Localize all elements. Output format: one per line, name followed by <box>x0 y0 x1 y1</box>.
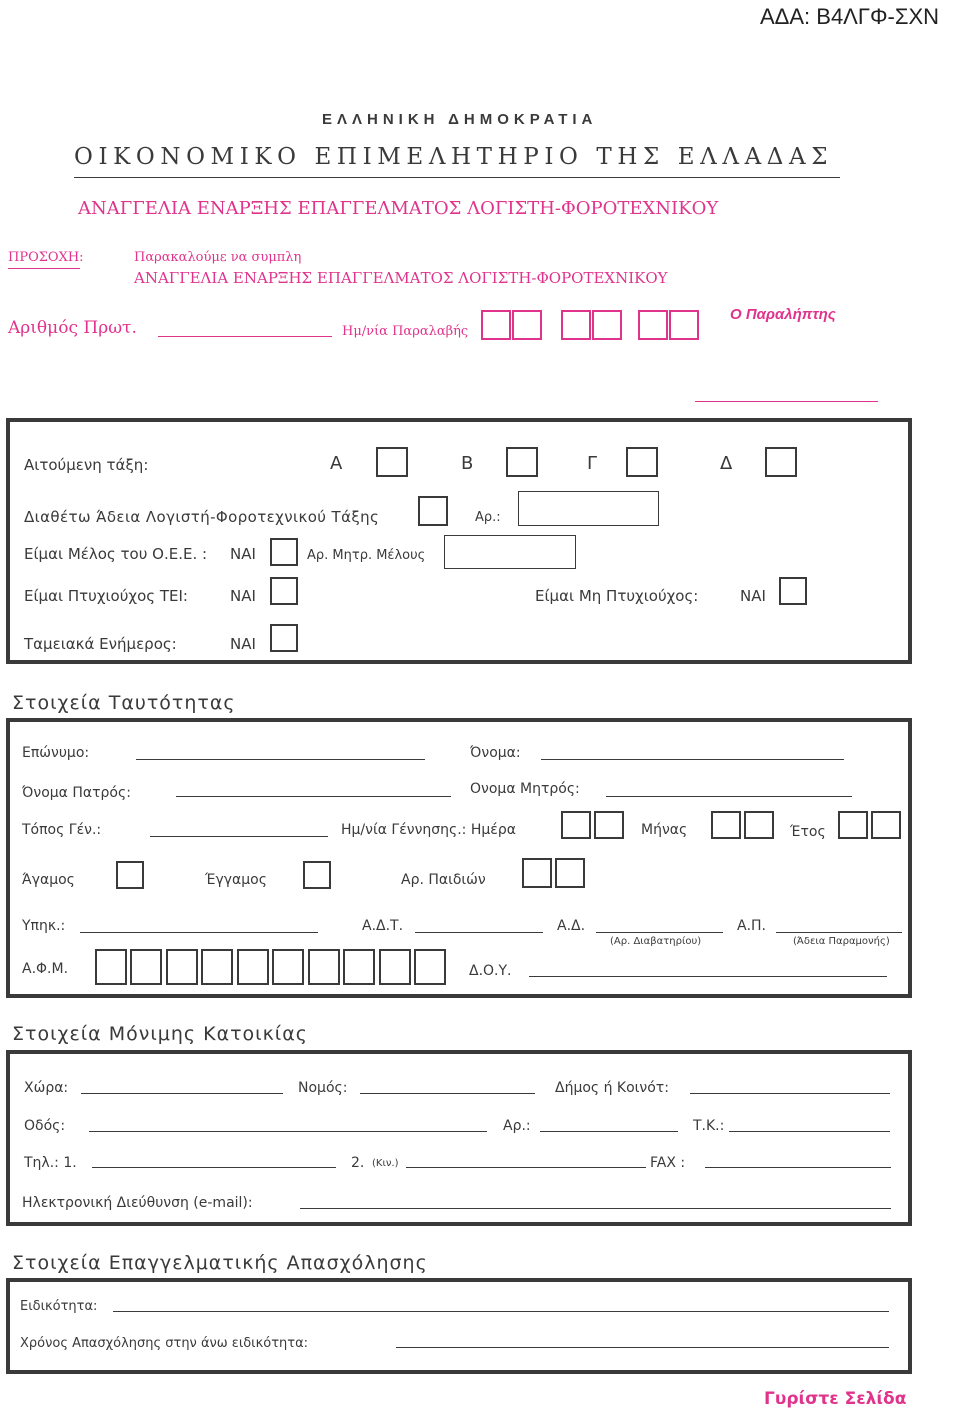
tei-label: Είμαι Πτυχιούχος ΤΕΙ: <box>24 587 188 605</box>
protocol-label: Αριθμός Πρωτ. <box>8 318 137 338</box>
married-label: Έγγαμος <box>205 872 267 888</box>
prefecture-label: Νομός: <box>298 1080 348 1096</box>
afm-box-10[interactable] <box>414 949 446 985</box>
protocol-field[interactable] <box>158 336 332 337</box>
children-box-2[interactable] <box>555 858 585 888</box>
afm-box-3[interactable] <box>166 949 198 985</box>
class-d-label: Δ <box>720 453 733 474</box>
fax-label: FAX : <box>650 1155 686 1171</box>
form-title: ΑΝΑΓΓΕΛΙΑ ΕΝΑΡΞΗΣ ΕΠΑΓΓΕΛΜΑΤΟΣ ΛΟΓΙΣΤΗ-ΦΟΡΟΤΕΧΝΙΚΟΥ <box>78 198 719 219</box>
class-a-checkbox[interactable] <box>376 447 408 477</box>
name-field[interactable] <box>541 759 844 760</box>
receipt-month-box-2[interactable] <box>592 310 622 340</box>
receipt-year-box-2[interactable] <box>669 310 699 340</box>
fax-field[interactable] <box>705 1167 891 1168</box>
birth-year-box-2[interactable] <box>871 811 901 839</box>
birthplace-label: Τόπος Γέν.: <box>22 822 102 838</box>
ap-note: (Άδεια Παραμονής) <box>793 936 890 947</box>
notice-line-2: ΑΝΑΓΓΕΛΙΑ ΕΝΑΡΞΗΣ ΕΠΑΓΓΕΛΜΑΤΟΣ ΛΟΓΙΣΤΗ-ΦΟΡΟΤΕΧΝΙΚΟΥ <box>134 269 668 287</box>
class-d-checkbox[interactable] <box>765 447 797 477</box>
tei-yes-label: ΝΑΙ <box>230 587 256 605</box>
years-label: Χρόνος Απασχόλησης στην άνω ειδικότητα: <box>20 1336 309 1351</box>
council-underline <box>74 177 840 178</box>
notice-line-1: Παρακαλούμε να συμπλη <box>134 250 302 265</box>
street-number-field[interactable] <box>540 1131 678 1132</box>
birth-month-label: Μήνας <box>641 822 688 838</box>
single-label: Άγαμος <box>22 872 75 888</box>
receipt-month-box-1[interactable] <box>561 310 591 340</box>
notice-underline <box>8 268 80 269</box>
birth-day-box-2[interactable] <box>594 811 624 839</box>
afm-box-1[interactable] <box>95 949 127 985</box>
ad-label: Α.Δ. <box>557 918 586 934</box>
birth-year-label: Έτος <box>790 824 826 840</box>
class-c-checkbox[interactable] <box>626 447 658 477</box>
phone-2-field[interactable] <box>406 1167 646 1168</box>
up-to-date-label: Ταμειακά Ενήμερος: <box>24 635 177 653</box>
member-reg-label: Αρ. Μητρ. Μέλους <box>307 548 426 563</box>
adt-field[interactable] <box>415 932 543 933</box>
country-field[interactable] <box>81 1093 283 1094</box>
postal-code-field[interactable] <box>729 1131 890 1132</box>
citizenship-field[interactable] <box>80 932 318 933</box>
class-a-label: Α <box>330 453 343 474</box>
municipality-field[interactable] <box>690 1093 890 1094</box>
class-b-checkbox[interactable] <box>506 447 538 477</box>
license-number-field[interactable] <box>518 491 659 526</box>
receipt-date-label: Ημ/νία Παραλαβής <box>342 324 469 339</box>
married-checkbox[interactable] <box>303 861 331 889</box>
afm-box-9[interactable] <box>379 949 411 985</box>
tei-yes-checkbox[interactable] <box>270 577 298 605</box>
ap-label: Α.Π. <box>737 918 767 934</box>
requested-class-label: Αιτούμενη τάξη: <box>24 456 149 474</box>
afm-label: Α.Φ.Μ. <box>22 961 69 977</box>
recipient-label: Ο Παραλήπτης <box>730 306 836 323</box>
identity-section-title: Στοιχεία Ταυτότητας <box>12 692 236 714</box>
mother-name-label: Ονομα Μητρός: <box>470 781 580 797</box>
recipient-signature-line[interactable] <box>695 401 878 402</box>
email-field[interactable] <box>300 1208 891 1209</box>
notice-label: ΠΡΟΣΟΧΗ: <box>8 250 84 265</box>
father-name-field[interactable] <box>176 796 451 797</box>
postal-code-label: Τ.Κ.: <box>693 1118 725 1134</box>
birthdate-label: Ημ/νία Γέννησης.: Ημέρα <box>341 822 516 838</box>
children-label: Αρ. Παιδιών <box>401 872 486 888</box>
residence-section-title: Στοιχεία Μόνιμης Κατοικίας <box>12 1023 308 1045</box>
country-label: Χώρα: <box>24 1080 69 1096</box>
street-label: Οδός: <box>24 1118 66 1134</box>
birth-day-box-1[interactable] <box>561 811 591 839</box>
republic-heading: ΕΛΛΗΝΙΚΗ ΔΗΜΟΚΡΑΤΙΑ <box>322 111 598 128</box>
doy-field[interactable] <box>529 976 887 977</box>
non-grad-yes-label: ΝΑΙ <box>740 587 766 605</box>
citizenship-label: Υπηκ.: <box>22 918 66 934</box>
class-c-label: Γ <box>587 453 598 474</box>
email-label: Ηλεκτρονική Διεύθυνση (e-mail): <box>22 1195 253 1211</box>
birth-month-box-2[interactable] <box>744 811 774 839</box>
father-name-label: Όνομα Πατρός: <box>22 785 131 801</box>
birth-month-box-1[interactable] <box>711 811 741 839</box>
birthplace-field[interactable] <box>150 836 328 837</box>
single-checkbox[interactable] <box>116 861 144 889</box>
license-checkbox[interactable] <box>418 496 448 526</box>
surname-field[interactable] <box>136 759 425 760</box>
professional-section-title: Στοιχεία Επαγγελματικής Απασχόλησης <box>12 1252 428 1274</box>
prefecture-field[interactable] <box>360 1093 535 1094</box>
receipt-day-box-2[interactable] <box>512 310 542 340</box>
afm-box-5[interactable] <box>237 949 269 985</box>
mobile-note: (Κιν.) <box>372 1158 399 1169</box>
member-yes-checkbox[interactable] <box>270 538 298 566</box>
municipality-label: Δήμος ή Κοινότ: <box>555 1080 669 1096</box>
afm-box-8[interactable] <box>343 949 375 985</box>
ad-field[interactable] <box>596 932 723 933</box>
non-grad-label: Είμαι Μη Πτυχιούχος: <box>535 587 699 605</box>
name-label: Όνομα: <box>470 745 521 761</box>
surname-label: Επώνυμο: <box>22 745 90 761</box>
council-heading: ΟΙΚΟΝΟΜΙΚΟ ΕΠΙΜΕΛΗΤΗΡΙΟ ΤΗΣ ΕΛΛΑΔΑΣ <box>74 144 834 170</box>
member-label: Είμαι Μέλος του Ο.Ε.Ε. : <box>24 545 208 563</box>
member-reg-field[interactable] <box>444 535 576 569</box>
ad-note: (Αρ. Διαβατηρίου) <box>610 936 702 947</box>
professional-panel <box>6 1278 912 1374</box>
up-to-date-yes-label: ΝΑΙ <box>230 635 256 653</box>
turn-page-note: Γυρίστε Σελίδα <box>764 1389 907 1409</box>
receipt-day-box-1[interactable] <box>481 310 511 340</box>
receipt-year-box-1[interactable] <box>638 310 668 340</box>
license-number-label: Αρ.: <box>475 510 501 525</box>
non-grad-yes-checkbox[interactable] <box>779 577 807 605</box>
street-number-label: Αρ.: <box>503 1118 531 1134</box>
years-field[interactable] <box>396 1347 889 1348</box>
afm-box-4[interactable] <box>201 949 233 985</box>
specialty-label: Ειδικότητα: <box>20 1299 98 1314</box>
up-to-date-yes-checkbox[interactable] <box>270 624 298 652</box>
afm-box-7[interactable] <box>308 949 340 985</box>
specialty-field[interactable] <box>113 1311 889 1312</box>
ap-field[interactable] <box>776 932 902 933</box>
afm-box-2[interactable] <box>130 949 162 985</box>
mother-name-field[interactable] <box>606 796 852 797</box>
member-yes-label: ΝΑΙ <box>230 545 256 563</box>
phone-1-label: Τηλ.: 1. <box>24 1155 77 1171</box>
ada-code: ΑΔΑ: Β4ΛΓΦ-ΣΧΝ <box>760 4 940 29</box>
license-label: Διαθέτω Άδεια Λογιστή-Φοροτεχνικού Τάξης <box>24 508 380 526</box>
adt-label: Α.Δ.Τ. <box>362 918 404 934</box>
phone-2-label: 2. <box>351 1155 365 1171</box>
afm-box-6[interactable] <box>272 949 304 985</box>
street-field[interactable] <box>89 1131 487 1132</box>
birth-year-box-1[interactable] <box>838 811 868 839</box>
children-box-1[interactable] <box>522 858 552 888</box>
phone-1-field[interactable] <box>92 1167 336 1168</box>
doy-label: Δ.Ο.Υ. <box>469 963 512 979</box>
class-b-label: Β <box>461 453 474 474</box>
